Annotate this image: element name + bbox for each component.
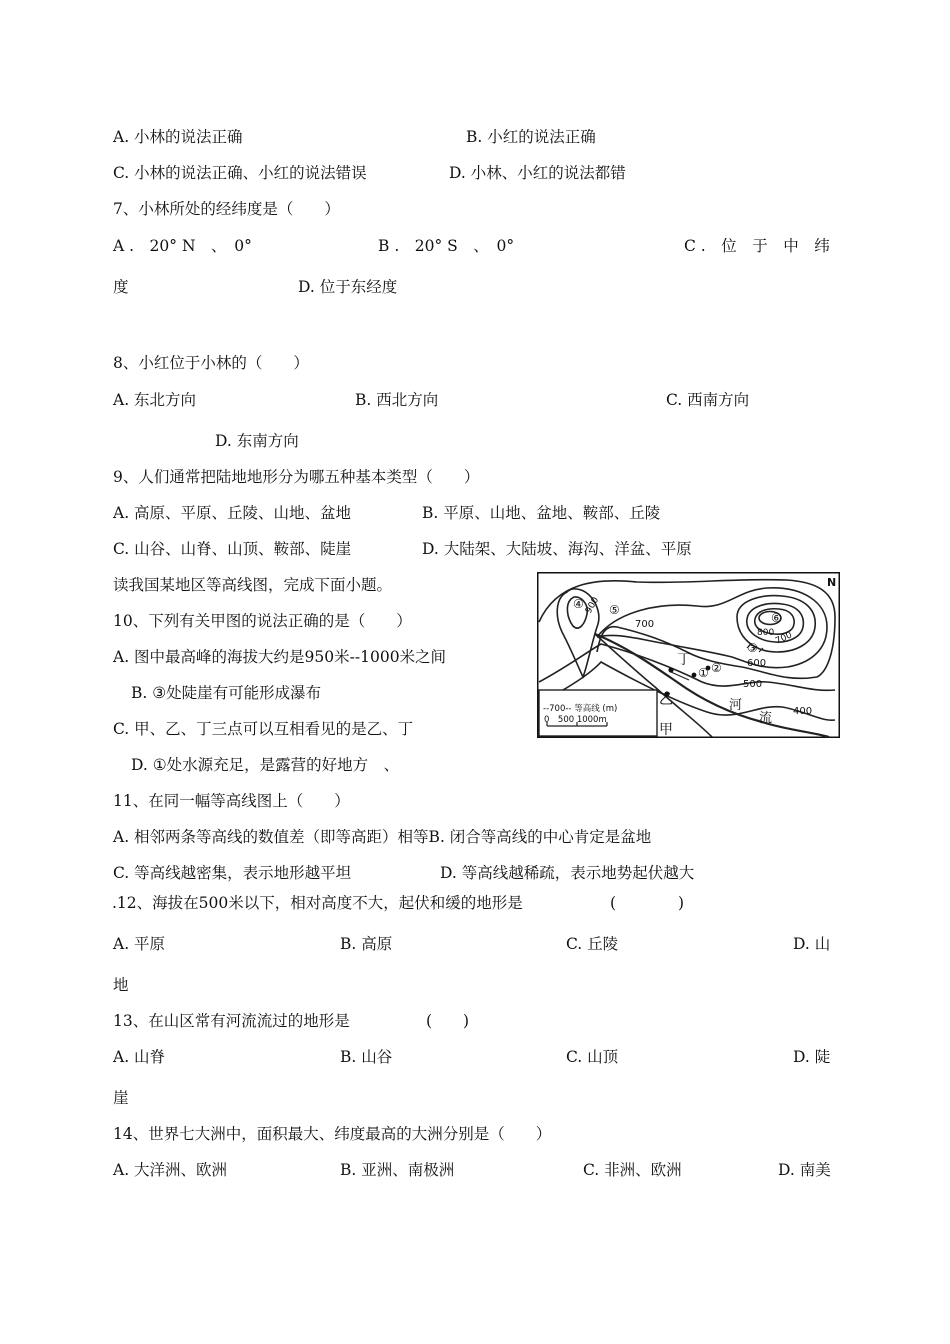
place-label-ding: 丁: [677, 652, 691, 668]
q9-option-d: D. 大陆架、大陆坡、海沟、洋盆、平原: [422, 540, 692, 558]
contour-map: [537, 572, 840, 738]
point-label-2: ②: [711, 661, 722, 675]
q7-option-b: B . 20° S 、 0°: [378, 237, 515, 255]
contour-label-900: 900: [583, 595, 602, 616]
q8-stem: 8、小红位于小林的（ ）: [113, 354, 309, 372]
q13-stem: 13、在山区常有河流流过的地形是: [113, 1012, 350, 1030]
q12-option-c: C. 丘陵: [566, 935, 619, 953]
point-ding: [668, 667, 673, 672]
q11-options-ab: A. 相邻两条等高线的数值差（即等高距）相等B. 闭合等高线的中心肯定是盆地: [113, 828, 652, 846]
q14-stem: 14、世界七大洲中，面积最大、纬度最高的大洲分别是（ ）: [113, 1125, 552, 1143]
q14-option-d: D. 南美: [778, 1161, 831, 1179]
q12-paren: ( ): [610, 894, 685, 912]
q12-option-d: D. 山: [793, 935, 831, 953]
q7-option-d: D. 位于东经度: [298, 278, 398, 296]
q13-option-a: A. 山脊: [113, 1048, 166, 1066]
q10-stem: 10、下列有关甲图的说法正确的是（ ）: [113, 612, 412, 630]
q14-option-c: C. 非洲、欧洲: [583, 1161, 682, 1179]
river-label-he: 河: [729, 698, 743, 713]
contour-label-600: 600: [747, 658, 767, 669]
q6-option-c: C. 小林的说法正确、小红的说法错误: [113, 164, 367, 182]
q10-option-b: B. ③处陡崖有可能形成瀑布: [131, 684, 322, 702]
q6-option-a: A. 小林的说法正确: [113, 128, 243, 146]
q12-stem: .12、海拔在500米以下，相对高度不大，起伏和缓的地形是: [112, 894, 523, 912]
north-arrow-label: N: [827, 576, 837, 589]
contour-label-400: 400: [793, 706, 813, 717]
point-1: [692, 673, 697, 678]
contour-map-drawing: [537, 572, 840, 738]
q13-paren: ( ): [426, 1012, 470, 1030]
q9-option-b: B. 平原、山地、盆地、鞍部、丘陵: [422, 504, 661, 522]
legend-scale-label: 0 500 1000m: [544, 715, 607, 725]
q11-option-d: D. 等高线越稀疏，表示地势起伏越大: [440, 864, 695, 882]
q7-option-c-cont: 度: [113, 278, 129, 296]
river-label-liu: 流: [759, 711, 773, 726]
contour-label-500: 500: [743, 679, 763, 690]
contour-label-700-west: 700: [635, 619, 655, 630]
q13-option-b: B. 山谷: [340, 1048, 393, 1066]
contour-label-800: 800: [757, 628, 775, 638]
q11-option-c: C. 等高线越密集，表示地形越平坦: [113, 864, 352, 882]
q14-option-a: A. 大洋洲、欧洲: [113, 1161, 228, 1179]
point-label-1: ①: [698, 666, 709, 680]
map-intro: 读我国某地区等高线图，完成下面小题。: [113, 576, 393, 594]
q13-option-d: D. 陡: [793, 1048, 831, 1066]
q10-option-c: C. 甲、乙、丁三点可以互相看见的是乙、丁: [113, 720, 414, 738]
place-label-jia: 甲: [659, 722, 673, 738]
q6-option-d: D. 小林、小红的说法都错: [449, 164, 626, 182]
q7-stem: 7、小林所处的经纬度是（ ）: [113, 200, 340, 218]
point-label-6: ⑥: [771, 611, 782, 625]
q8-option-a: A. 东北方向: [113, 391, 197, 409]
q6-option-b: B. 小红的说法正确: [466, 128, 596, 146]
q13-option-c: C. 山顶: [566, 1048, 619, 1066]
q10-option-a: A. 图中最高峰的海拔大约是950米--1000米之间: [113, 648, 447, 666]
point-label-3: ③: [747, 641, 758, 655]
legend-contour-label: --700-- 等高线 (m): [543, 704, 618, 714]
q12-option-b: B. 高原: [340, 935, 393, 953]
q11-stem: 11、在同一幅等高线图上（ ）: [113, 792, 350, 810]
q9-option-a: A. 高原、平原、丘陵、山地、盆地: [113, 504, 352, 522]
q8-option-c: C. 西南方向: [666, 391, 750, 409]
q7-option-c: C . 位 于 中 纬: [684, 237, 830, 255]
q9-option-c: C. 山谷、山脊、山顶、鞍部、陡崖: [113, 540, 352, 558]
place-label-yi: 乙: [659, 692, 673, 708]
q14-option-b: B. 亚洲、南极洲: [340, 1161, 455, 1179]
q7-option-a: A . 20° N 、 0°: [113, 237, 252, 255]
q10-option-d: D. ①处水源充足，是露营的好地方 、: [131, 756, 400, 774]
point-label-5: ⑤: [609, 603, 620, 617]
q12-option-d-cont: 地: [113, 976, 129, 994]
q13-option-d-cont: 崖: [113, 1089, 129, 1107]
q8-option-b: B. 西北方向: [355, 391, 439, 409]
q8-option-d: D. 东南方向: [215, 432, 299, 450]
point-label-4: ④: [573, 597, 584, 611]
q12-option-a: A. 平原: [113, 935, 166, 953]
contour-label-700-east: 700: [774, 630, 794, 647]
q9-stem: 9、人们通常把陆地地形分为哪五种基本类型（ ）: [113, 468, 480, 486]
